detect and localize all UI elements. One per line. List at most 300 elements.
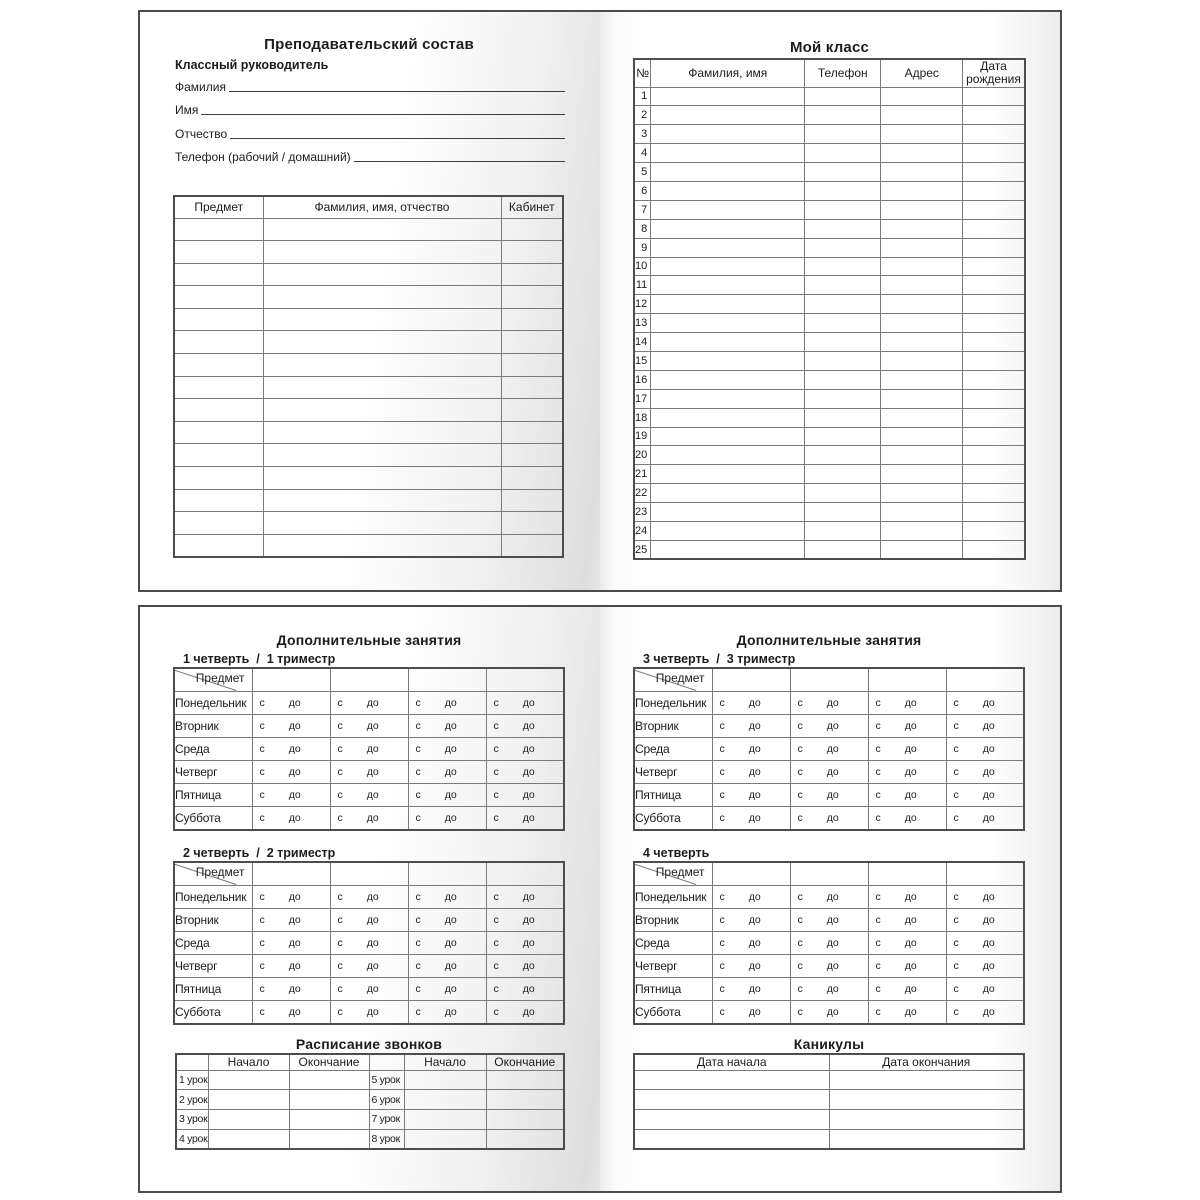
time-slot — [713, 1006, 790, 1018]
to-label: до — [826, 1006, 839, 1019]
subject-name-cell — [946, 668, 1024, 691]
table-row — [176, 1129, 564, 1149]
to-label: до — [522, 960, 535, 973]
empty-cell — [805, 503, 881, 522]
empty-cell — [208, 1070, 289, 1090]
empty-cell — [289, 1110, 369, 1130]
top-spread — [138, 10, 1062, 592]
empty-cell — [963, 540, 1025, 559]
subject-name-cell — [868, 668, 946, 691]
table-row — [634, 540, 1025, 559]
to-label: до — [288, 913, 301, 926]
to-label: до — [904, 789, 917, 802]
table-row — [174, 978, 564, 1001]
to-label: до — [366, 696, 379, 709]
empty-cell — [263, 512, 501, 535]
from-label: с — [259, 936, 265, 949]
day-label: Четверг — [174, 761, 252, 784]
table-row — [174, 737, 564, 760]
row-number: 21 — [634, 465, 651, 484]
time-slot — [253, 960, 330, 972]
table-row — [634, 408, 1025, 427]
time-slot — [487, 891, 564, 903]
time-slot-cell — [712, 885, 790, 908]
from-label: с — [953, 812, 959, 825]
empty-cell — [501, 218, 563, 241]
subject-name-cell — [712, 668, 790, 691]
schedule-q1-wrap — [173, 667, 565, 831]
column-header: Телефон — [805, 59, 881, 87]
to-label: до — [366, 960, 379, 973]
page-teaching-staff — [140, 12, 600, 590]
row-number: 16 — [634, 370, 651, 389]
row-number: 8 — [634, 219, 651, 238]
time-slot-cell — [330, 908, 408, 931]
time-slot — [791, 697, 868, 709]
field-label: Имя — [175, 103, 199, 117]
time-slot-cell — [408, 885, 486, 908]
empty-cell — [963, 276, 1025, 295]
time-slot — [331, 766, 408, 778]
to-label: до — [444, 913, 457, 926]
empty-cell — [805, 389, 881, 408]
subject-header-label: Предмет — [195, 671, 245, 685]
to-label: до — [748, 719, 761, 732]
time-slot-cell — [946, 908, 1024, 931]
time-slot-cell — [330, 761, 408, 784]
from-label: с — [493, 742, 499, 755]
time-slot — [713, 937, 790, 949]
field-row — [175, 141, 565, 165]
table-row — [174, 308, 563, 331]
subject-name-cell — [946, 862, 1024, 885]
field-line — [354, 161, 565, 162]
time-slot — [713, 891, 790, 903]
time-slot — [869, 720, 946, 732]
table-row — [634, 446, 1025, 465]
empty-cell — [881, 427, 963, 446]
time-slot — [869, 1006, 946, 1018]
time-slot — [331, 743, 408, 755]
empty-cell — [651, 276, 805, 295]
empty-cell — [881, 181, 963, 200]
lesson-label: 3 урок — [176, 1110, 208, 1130]
table-row — [634, 955, 1024, 978]
empty-cell — [881, 200, 963, 219]
empty-cell — [634, 1129, 829, 1149]
empty-cell — [805, 370, 881, 389]
empty-cell — [651, 144, 805, 163]
time-slot-cell — [868, 1001, 946, 1024]
empty-cell — [404, 1070, 486, 1090]
from-label: с — [953, 936, 959, 949]
time-slot-cell — [252, 931, 330, 954]
empty-cell — [501, 534, 563, 557]
from-label: с — [953, 789, 959, 802]
quarter-3-label: 3 четверть / 3 триместр — [643, 652, 796, 666]
time-slot-cell — [712, 784, 790, 807]
day-label: Понедельник — [174, 691, 252, 714]
empty-cell — [651, 295, 805, 314]
to-label: до — [982, 913, 995, 926]
day-label: Среда — [634, 931, 712, 954]
time-slot-cell — [252, 691, 330, 714]
time-slot-cell — [408, 691, 486, 714]
time-slot — [947, 960, 1024, 972]
column-header: Фамилия, имя — [651, 59, 805, 87]
empty-cell — [651, 521, 805, 540]
table-row — [174, 376, 563, 399]
empty-cell — [805, 465, 881, 484]
table-row — [634, 503, 1025, 522]
empty-cell — [881, 465, 963, 484]
empty-cell — [486, 1090, 564, 1110]
time-slot — [331, 720, 408, 732]
table-row — [174, 354, 563, 377]
subject-name-cell — [868, 862, 946, 885]
day-label: Пятница — [634, 978, 712, 1001]
time-slot-cell — [712, 955, 790, 978]
time-slot — [869, 960, 946, 972]
to-label: до — [982, 936, 995, 949]
to-label: до — [748, 766, 761, 779]
empty-cell — [651, 181, 805, 200]
from-label: с — [337, 812, 343, 825]
to-label: до — [444, 812, 457, 825]
from-label: с — [953, 913, 959, 926]
empty-cell — [829, 1090, 1024, 1110]
time-slot — [791, 812, 868, 824]
time-slot-cell — [408, 908, 486, 931]
subject-name-cell — [408, 668, 486, 691]
empty-cell — [881, 446, 963, 465]
column-header: Дата рождения — [963, 59, 1025, 87]
time-slot — [409, 789, 486, 801]
empty-cell — [263, 467, 501, 490]
time-slot — [253, 789, 330, 801]
from-label: с — [875, 890, 881, 903]
table-row — [174, 512, 563, 535]
empty-cell — [963, 503, 1025, 522]
time-slot — [487, 914, 564, 926]
time-slot-cell — [946, 955, 1024, 978]
empty-cell — [501, 421, 563, 444]
time-slot-cell — [252, 885, 330, 908]
time-slot — [947, 743, 1024, 755]
field-line — [229, 91, 565, 92]
table-row — [634, 714, 1024, 737]
time-slot — [947, 914, 1024, 926]
table-row — [176, 1070, 564, 1090]
empty-cell — [881, 295, 963, 314]
time-slot-cell — [712, 978, 790, 1001]
empty-cell — [805, 333, 881, 352]
from-label: с — [953, 890, 959, 903]
table-row — [174, 691, 564, 714]
from-label: с — [875, 719, 881, 732]
time-slot-cell — [946, 737, 1024, 760]
empty-cell — [174, 286, 263, 309]
time-slot — [409, 812, 486, 824]
row-number: 12 — [634, 295, 651, 314]
from-label: с — [719, 983, 725, 996]
vacations-table — [633, 1053, 1025, 1150]
to-label: до — [288, 696, 301, 709]
to-label: до — [982, 719, 995, 732]
from-label: с — [415, 789, 421, 802]
empty-cell — [963, 163, 1025, 182]
to-label: до — [366, 913, 379, 926]
to-label: до — [522, 696, 535, 709]
time-slot-cell — [712, 931, 790, 954]
empty-cell — [651, 503, 805, 522]
to-label: до — [904, 719, 917, 732]
empty-cell — [805, 238, 881, 257]
subject-name-cell — [486, 862, 564, 885]
empty-cell — [208, 1110, 289, 1130]
bells-title: Расписание звонков — [295, 1036, 443, 1052]
time-slot-cell — [790, 978, 868, 1001]
table-row — [634, 163, 1025, 182]
time-slot-cell — [790, 784, 868, 807]
empty-cell — [263, 421, 501, 444]
empty-cell — [174, 263, 263, 286]
empty-cell — [963, 446, 1025, 465]
empty-cell — [651, 163, 805, 182]
empty-cell — [963, 295, 1025, 314]
empty-cell — [651, 389, 805, 408]
empty-cell — [963, 106, 1025, 125]
time-slot-cell — [252, 761, 330, 784]
empty-cell — [174, 354, 263, 377]
empty-cell — [651, 465, 805, 484]
time-slot-cell — [486, 737, 564, 760]
subject-name-cell — [252, 862, 330, 885]
subject-header-label: Предмет — [655, 865, 705, 879]
to-label: до — [826, 789, 839, 802]
empty-cell — [486, 1110, 564, 1130]
to-label: до — [366, 742, 379, 755]
from-label: с — [797, 742, 803, 755]
column-header: Предмет — [174, 196, 263, 218]
table-row — [174, 218, 563, 241]
from-label: с — [797, 1006, 803, 1019]
time-slot — [713, 983, 790, 995]
time-slot — [331, 937, 408, 949]
table-row — [634, 125, 1025, 144]
to-label: до — [982, 1006, 995, 1019]
empty-cell — [881, 408, 963, 427]
subject-name-cell — [486, 668, 564, 691]
time-slot — [409, 960, 486, 972]
to-label: до — [904, 936, 917, 949]
quarter-2-label: 2 четверть / 2 триместр — [183, 846, 336, 860]
empty-cell — [651, 370, 805, 389]
page-title: Мой класс — [789, 39, 870, 56]
time-slot — [487, 766, 564, 778]
table-row — [634, 238, 1025, 257]
time-slot — [713, 812, 790, 824]
to-label: до — [982, 742, 995, 755]
empty-cell — [263, 218, 501, 241]
time-slot-cell — [330, 737, 408, 760]
page-extra-classes-1-2 — [140, 607, 600, 1191]
time-slot — [869, 766, 946, 778]
time-slot-cell — [252, 784, 330, 807]
time-slot-cell — [408, 807, 486, 830]
table-row — [176, 1054, 564, 1070]
from-label: с — [719, 789, 725, 802]
empty-cell — [881, 163, 963, 182]
time-slot-cell — [408, 978, 486, 1001]
time-slot-cell — [712, 691, 790, 714]
time-slot-cell — [790, 885, 868, 908]
empty-cell — [651, 427, 805, 446]
to-label: до — [444, 719, 457, 732]
class-table — [633, 58, 1026, 560]
time-slot — [409, 743, 486, 755]
from-label: с — [337, 789, 343, 802]
table-row — [634, 761, 1024, 784]
time-slot — [947, 983, 1024, 995]
column-header: Фамилия, имя, отчество — [263, 196, 501, 218]
to-label: до — [444, 983, 457, 996]
to-label: до — [522, 890, 535, 903]
empty-cell — [651, 408, 805, 427]
to-label: до — [366, 1006, 379, 1019]
to-label: до — [748, 742, 761, 755]
day-label: Пятница — [174, 978, 252, 1001]
to-label: до — [904, 742, 917, 755]
table-row — [634, 1001, 1024, 1024]
time-slot-cell — [330, 714, 408, 737]
staff-table-wrap — [173, 195, 564, 558]
empty-cell — [963, 484, 1025, 503]
page-my-class — [600, 12, 1060, 590]
time-slot-cell — [946, 714, 1024, 737]
field-label: Телефон (рабочий / домашний) — [175, 150, 351, 164]
table-row — [634, 668, 1024, 691]
table-row — [174, 885, 564, 908]
schedule-q2-wrap — [173, 861, 565, 1025]
time-slot-cell — [868, 714, 946, 737]
time-slot — [713, 789, 790, 801]
empty-cell — [651, 200, 805, 219]
from-label: с — [797, 983, 803, 996]
to-label: до — [522, 936, 535, 949]
row-number: 18 — [634, 408, 651, 427]
table-row — [634, 885, 1024, 908]
subject-header-label: Предмет — [655, 671, 705, 685]
time-slot-cell — [330, 885, 408, 908]
table-row — [174, 467, 563, 490]
table-row — [634, 87, 1025, 106]
from-label: с — [259, 913, 265, 926]
empty-cell — [263, 331, 501, 354]
from-label: с — [953, 696, 959, 709]
empty-cell — [501, 489, 563, 512]
empty-cell — [963, 465, 1025, 484]
field-label: Отчество — [175, 126, 228, 141]
empty-cell — [263, 308, 501, 331]
time-slot — [947, 766, 1024, 778]
empty-cell — [501, 467, 563, 490]
to-label: до — [748, 913, 761, 926]
time-slot-cell — [252, 807, 330, 830]
empty-cell — [501, 444, 563, 467]
time-slot — [409, 914, 486, 926]
from-label: с — [493, 789, 499, 802]
to-label: до — [748, 1006, 761, 1019]
empty-cell — [805, 87, 881, 106]
vacations-table-wrap — [633, 1053, 1025, 1150]
empty-cell — [963, 314, 1025, 333]
table-row — [174, 241, 563, 264]
empty-cell — [829, 1070, 1024, 1090]
time-slot — [331, 960, 408, 972]
subject-name-cell — [330, 862, 408, 885]
empty-cell — [634, 1110, 829, 1130]
lesson-label: 1 урок — [176, 1070, 208, 1090]
time-slot-cell — [790, 908, 868, 931]
empty-cell — [263, 241, 501, 264]
from-label: с — [875, 1006, 881, 1019]
empty-cell — [501, 331, 563, 354]
from-label: с — [719, 890, 725, 903]
empty-cell — [963, 427, 1025, 446]
time-slot — [253, 812, 330, 824]
table-row — [174, 714, 564, 737]
empty-cell — [963, 370, 1025, 389]
to-label: до — [288, 719, 301, 732]
column-header: Дата окончания — [829, 1054, 1024, 1070]
schedule-table — [173, 667, 565, 831]
table-row — [634, 181, 1025, 200]
table-row — [634, 465, 1025, 484]
time-slot — [947, 891, 1024, 903]
from-label: с — [337, 936, 343, 949]
time-slot-cell — [790, 931, 868, 954]
time-slot — [253, 914, 330, 926]
to-label: до — [904, 913, 917, 926]
from-label: с — [719, 913, 725, 926]
from-label: с — [415, 936, 421, 949]
empty-cell — [174, 489, 263, 512]
table-row — [634, 737, 1024, 760]
table-row — [634, 1070, 1024, 1090]
to-label: до — [522, 1006, 535, 1019]
time-slot — [869, 937, 946, 949]
from-label: с — [719, 960, 725, 973]
to-label: до — [826, 983, 839, 996]
time-slot-cell — [868, 978, 946, 1001]
to-label: до — [366, 719, 379, 732]
from-label: с — [797, 890, 803, 903]
time-slot — [869, 983, 946, 995]
time-slot-cell — [486, 885, 564, 908]
empty-cell — [881, 521, 963, 540]
time-slot — [869, 812, 946, 824]
table-row — [174, 908, 564, 931]
empty-cell — [651, 484, 805, 503]
empty-cell — [404, 1110, 486, 1130]
empty-cell — [501, 263, 563, 286]
time-slot-cell — [868, 885, 946, 908]
from-label: с — [415, 1006, 421, 1019]
to-label: до — [904, 890, 917, 903]
empty-cell — [963, 181, 1025, 200]
lesson-label: 8 урок — [369, 1129, 404, 1149]
